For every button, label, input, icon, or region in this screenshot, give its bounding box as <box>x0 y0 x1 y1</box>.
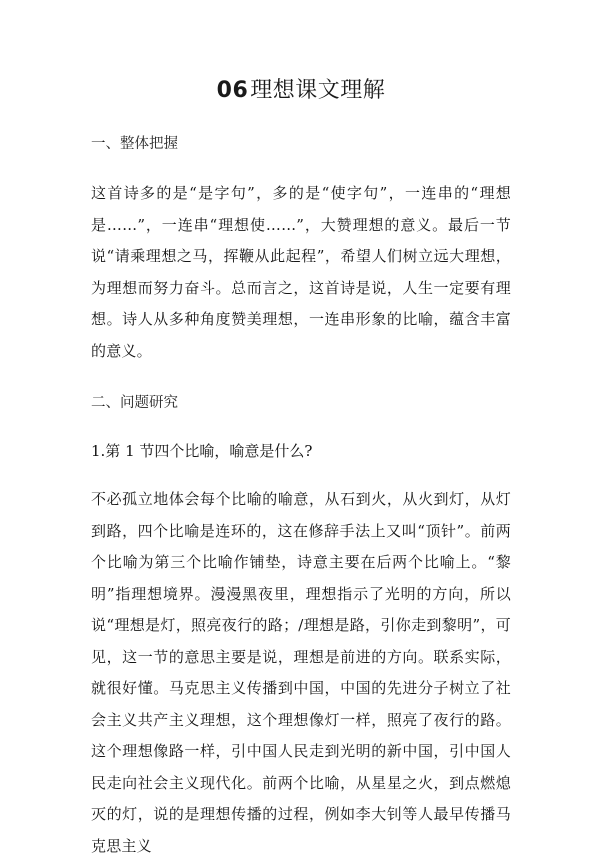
overview-paragraph: 这首诗多的是“是字句”，多的是“使字句”，一连串的“理想是……”，一连串“理想使……”，大赞理想的意义。最后一节说“请乘理想之马，挥鞭从此起程”，希望人们树立远大理想，为理想而努力奋斗。总而言之，这首诗是说，人生一定要有理想。诗人从多种角度赞美理想，一连串形象的比喻，蕴含丰富的意义。 <box>91 184 511 360</box>
question-1: 1.第 1 节四个比喻，喻意是什么? <box>91 442 313 460</box>
section-heading-research: 二、问题研究 <box>91 395 178 411</box>
title-number: 06 <box>216 78 249 103</box>
answer-paragraph-1: 不必孤立地体会每个比喻的喻意，从石到火，从火到灯，从灯到路，四个比喻是连环的，这在修辞手法上又叫“顶针”。前两个比喻为第三个比喻作铺垫，诗意主要在后两个比喻上。“黎明”指理想境界。漫漫黑夜里，理想指示了光明的方向，所以说“理想是灯，照亮夜行的路；/理想是路，引你走到黎明”，可见，这一节的意思主要是说，理想是前进的方向。联系实际，就很好懂。马克思主义传播到中国，中国的先进分子树立了社会主义共产主义理想，这个理想像灯一样，照亮了夜行的路。这个理想像路一样，引中国人民走到光明的新中国，引中国人民走向社会主义现代化。前两个比喻，从星星之火，到点燃熄灭的灯，说的是理想传播的过程，例如李大钊等人最早传播马克思主义 <box>91 490 511 855</box>
section-heading-overview: 一、整体把握 <box>91 136 178 152</box>
page-title <box>91 76 511 106</box>
title-text: 理想课文理解 <box>250 78 386 103</box>
